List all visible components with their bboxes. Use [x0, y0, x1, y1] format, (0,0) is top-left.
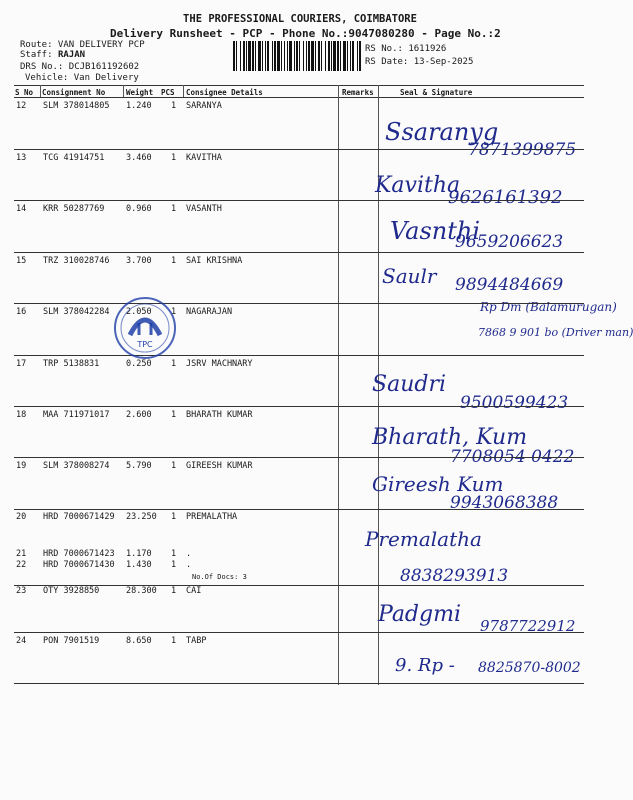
- table-top-border: [14, 85, 584, 86]
- barcode-bar: [289, 41, 292, 71]
- row-divider: [14, 683, 584, 684]
- row-consignment-no: TCG 41914751: [43, 153, 105, 163]
- row-consignee: .: [186, 560, 192, 570]
- row-weight: 1.170: [126, 549, 152, 559]
- staff-value: RAJAN: [57, 50, 86, 60]
- handwritten-phone: 9659206623: [455, 232, 564, 252]
- barcode-bar: [359, 41, 361, 71]
- row-weight: 0.250: [126, 359, 152, 369]
- handwritten-phone: 9500599423: [460, 393, 569, 413]
- handwritten-phone: 9787722912: [480, 617, 576, 635]
- row-consignment-no: TRP 5138831: [43, 359, 100, 369]
- row-divider: [14, 355, 584, 356]
- barcode-bar: [258, 41, 261, 71]
- row-weight: 0.960: [126, 204, 152, 214]
- col-divider: [40, 85, 41, 97]
- row-pcs: 1: [171, 101, 177, 111]
- barcode-bar: [321, 41, 322, 71]
- handwritten-phone: 7871399875: [468, 140, 577, 160]
- row-weight: 3.460: [126, 153, 152, 163]
- row-consignment-no: HRD 7000671423: [43, 549, 115, 559]
- col-remarks: Remarks: [342, 88, 374, 97]
- row-sno: 21: [16, 549, 27, 559]
- vehicle-label: Vehicle: Van Delivery: [25, 73, 139, 83]
- staff-line: [20, 50, 85, 60]
- col-seal-signature: Seal & Signature: [400, 88, 473, 97]
- col-divider: [123, 85, 124, 97]
- handwritten-signature: Rp Dm (Balamurugan): [480, 300, 617, 314]
- row-consignment-no: SLM 378042284: [43, 307, 110, 317]
- row-consignee: KAVITHA: [186, 153, 222, 163]
- row-divider: [14, 509, 584, 510]
- row-divider: [14, 200, 584, 201]
- row-consignment-no: SLM 378014805: [43, 101, 110, 111]
- row-divider: [14, 457, 584, 458]
- barcode-bar: [240, 41, 241, 71]
- barcode-bar: [267, 41, 269, 71]
- row-consignee: SAI KRISHNA: [186, 256, 243, 266]
- remarks-left-border: [338, 85, 339, 685]
- row-consignee: PREMALATHA: [186, 512, 238, 522]
- rs-number: RS No.: 1611926: [365, 44, 447, 54]
- row-consignment-no: MAA 711971017: [43, 410, 110, 420]
- barcode-bar: [243, 41, 245, 71]
- row-consignment-no: KRR 50287769: [43, 204, 105, 214]
- row-consignee: SARANYA: [186, 101, 222, 111]
- barcode-bar: [284, 41, 285, 71]
- row-divider: [14, 303, 584, 304]
- row-consignment-no: PON 7901519: [43, 636, 100, 646]
- handwritten-phone: 8838293913: [400, 566, 509, 586]
- barcode-bar: [333, 41, 336, 71]
- row-weight: 2.050: [126, 307, 152, 317]
- row-consignee: TABP: [186, 636, 207, 646]
- barcode: [233, 41, 361, 71]
- table-header-divider: [14, 97, 584, 98]
- row-consignment-no: HRD 7000671429: [43, 512, 115, 522]
- barcode-bar: [350, 41, 351, 71]
- row-pcs: 1: [171, 549, 177, 559]
- row-sno: 19: [16, 461, 27, 471]
- barcode-bar: [246, 41, 247, 71]
- row-weight: 28.300: [126, 586, 157, 596]
- handwritten-phone: 8825870-8002: [478, 660, 581, 676]
- row-consignee: JSRV MACHNARY: [186, 359, 253, 369]
- barcode-bar: [274, 41, 276, 71]
- barcode-bar: [308, 41, 310, 71]
- row-pcs: 1: [171, 512, 177, 522]
- row-consignee: .: [186, 549, 192, 559]
- barcode-bar: [262, 41, 263, 71]
- handwritten-signature: Bharath, Kum: [372, 425, 528, 450]
- row-pcs: 1: [171, 410, 177, 420]
- row-sno: 12: [16, 101, 27, 111]
- barcode-bar: [340, 41, 341, 71]
- row-weight: 1.240: [126, 101, 152, 111]
- barcode-bar: [248, 41, 251, 71]
- row-sno: 14: [16, 204, 27, 214]
- row-doc-count: No.Of Docs: 3: [192, 573, 247, 581]
- handwritten-signature: 9. Rp -: [395, 655, 455, 676]
- barcode-bar: [337, 41, 339, 71]
- row-divider: [14, 252, 584, 253]
- col-consignment: Consignment No: [42, 88, 106, 97]
- barcode-bar: [272, 41, 273, 71]
- row-divider: [14, 585, 584, 586]
- row-sno: 15: [16, 256, 27, 266]
- row-sno: 20: [16, 512, 27, 522]
- row-divider: [14, 149, 584, 150]
- barcode-bar: [357, 41, 358, 71]
- stamp-text: TPC: [137, 340, 153, 349]
- barcode-bar: [236, 41, 237, 71]
- handwritten-signature: Kavitha: [375, 173, 461, 198]
- col-sno: S No: [15, 88, 34, 97]
- row-consignee: GIREESH KUMAR: [186, 461, 253, 471]
- row-pcs: 1: [171, 256, 177, 266]
- barcode-bar: [296, 41, 298, 71]
- rs-date: RS Date: 13-Sep-2025: [365, 57, 474, 67]
- row-sno: 23: [16, 586, 27, 596]
- row-pcs: 1: [171, 204, 177, 214]
- company-name: THE PROFESSIONAL COURIERS, COIMBATORE: [183, 13, 417, 25]
- barcode-bar: [306, 41, 307, 71]
- barcode-bar: [255, 41, 256, 71]
- row-consignee: NAGARAJAN: [186, 307, 233, 317]
- barcode-bar: [287, 41, 288, 71]
- handwritten-phone: 9943068388: [450, 493, 559, 513]
- row-pcs: 1: [171, 461, 177, 471]
- barcode-bar: [343, 41, 346, 71]
- handwritten-signature: Saudri: [372, 372, 446, 397]
- drs-line: [20, 62, 139, 72]
- barcode-bar: [315, 41, 316, 71]
- row-sno: 24: [16, 636, 27, 646]
- barcode-bar: [265, 41, 266, 71]
- col-divider: [183, 85, 184, 97]
- barcode-bar: [299, 41, 300, 71]
- staff-label: Staff:: [20, 50, 53, 60]
- row-consignee: BHARATH KUMAR: [186, 410, 253, 420]
- barcode-bar: [347, 41, 348, 71]
- handwritten-phone: 9626161392: [448, 187, 563, 208]
- row-weight: 8.650: [126, 636, 152, 646]
- handwritten-signature: Vasnthi: [390, 217, 480, 245]
- row-consignee: CAI: [186, 586, 202, 596]
- route-label: Route: VAN DELIVERY PCP: [20, 40, 145, 50]
- row-weight: 3.700: [126, 256, 152, 266]
- company-stamp: [112, 295, 178, 361]
- row-weight: 23.250: [126, 512, 157, 522]
- handwritten-signature: Gireesh Kum: [372, 472, 504, 496]
- handwritten-signature: Saulr: [382, 264, 437, 288]
- barcode-bar: [233, 41, 235, 71]
- handwritten-signature: Padgmi: [378, 602, 461, 627]
- row-consignment-no: TRZ 310028746: [43, 256, 110, 266]
- col-weight: Weight: [126, 88, 154, 97]
- row-sno: 17: [16, 359, 27, 369]
- row-pcs: 1: [171, 153, 177, 163]
- row-pcs: 1: [171, 560, 177, 570]
- barcode-bar: [303, 41, 304, 71]
- row-sno: 16: [16, 307, 27, 317]
- row-divider: [14, 632, 584, 633]
- row-pcs: 1: [171, 359, 177, 369]
- barcode-bar: [311, 41, 314, 71]
- row-sno: 18: [16, 410, 27, 420]
- drs-value: DCJB161192602: [68, 62, 140, 72]
- barcode-bar: [281, 41, 282, 71]
- handwritten-signature: Premalatha: [365, 527, 482, 551]
- row-sno: 13: [16, 153, 27, 163]
- barcode-bar: [325, 41, 326, 71]
- row-consignment-no: HRD 7000671430: [43, 560, 115, 570]
- row-sno: 22: [16, 560, 27, 570]
- row-weight: 5.790: [126, 461, 152, 471]
- row-consignment-no: SLM 378008274: [43, 461, 110, 471]
- handwritten-phone: 9894484669: [455, 275, 564, 295]
- drs-label: DRS No.:: [20, 62, 64, 72]
- barcode-bar: [252, 41, 254, 71]
- row-consignee: VASANTH: [186, 204, 222, 214]
- col-pcs: PCS: [161, 88, 175, 97]
- row-weight: 2.600: [126, 410, 152, 420]
- barcode-bar: [318, 41, 320, 71]
- row-divider: [14, 406, 584, 407]
- barcode-bar: [277, 41, 280, 71]
- row-pcs: 1: [171, 636, 177, 646]
- barcode-bar: [294, 41, 295, 71]
- row-pcs: 1: [171, 307, 177, 317]
- handwritten-phone: 7868 9 901 bo (Driver man): [478, 326, 633, 339]
- barcode-bar: [328, 41, 330, 71]
- handwritten-signature: Ssaranyg: [385, 118, 499, 146]
- row-consignment-no: OTY 3928850: [43, 586, 100, 596]
- row-pcs: 1: [171, 586, 177, 596]
- row-weight: 1.430: [126, 560, 152, 570]
- col-consignee: Consignee Details: [186, 88, 263, 97]
- runsheet-title: Delivery Runsheet - PCP - Phone No.:9047080280 - Page No.:2: [110, 27, 501, 40]
- barcode-bar: [352, 41, 354, 71]
- handwritten-phone: 7708054 0422: [450, 447, 575, 467]
- barcode-bar: [331, 41, 332, 71]
